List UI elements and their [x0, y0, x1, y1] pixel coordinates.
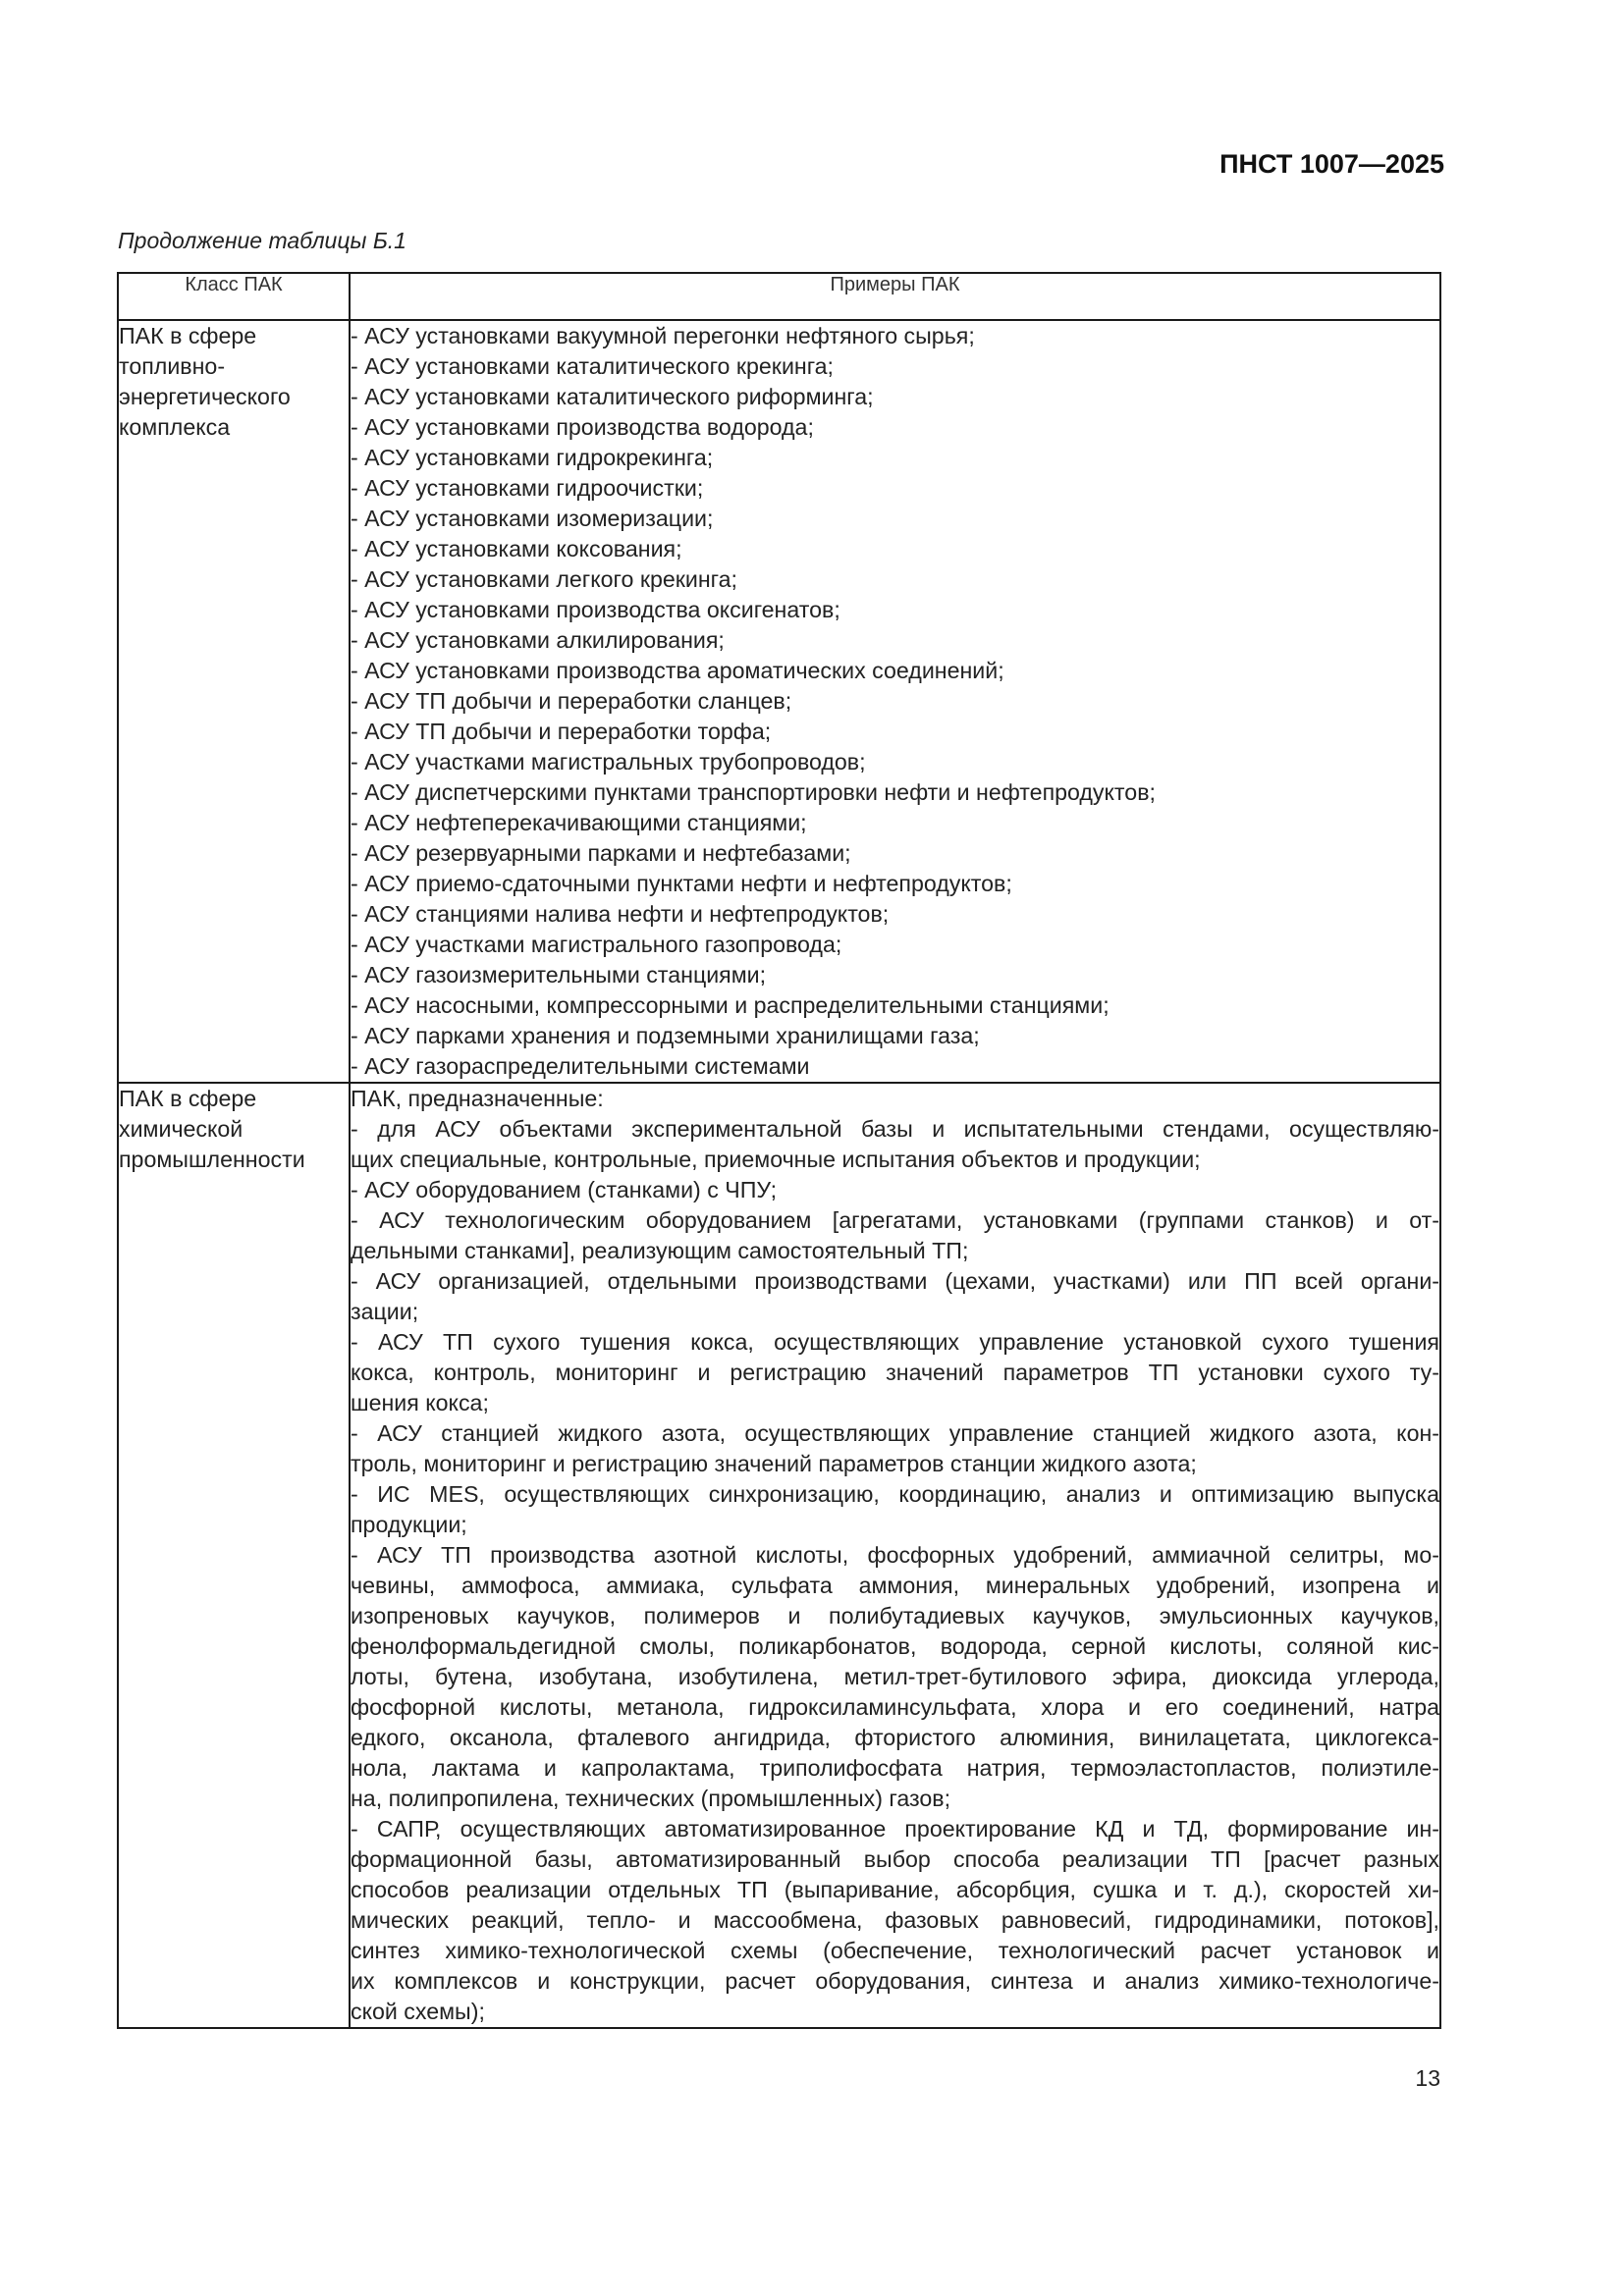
- examples-cell: [351, 321, 1439, 1084]
- example-line: - АСУ установками гидроочистки;: [351, 475, 704, 501]
- class-cell: [119, 1084, 351, 2027]
- example-line: шения кокса;: [351, 1390, 489, 1415]
- example-line: - АСУ нефтеперекачивающими станциями;: [351, 810, 807, 835]
- example-line: продукции;: [351, 1512, 467, 1537]
- example-line: их комплексов и конструкции, расчет оборудования, синтеза и анализ химико-технологиче-: [351, 1968, 1439, 1994]
- example-line: - АСУ резервуарными парками и нефтебазами;: [351, 840, 851, 866]
- example-line: - АСУ насосными, компрессорными и распределительными станциями;: [351, 992, 1110, 1018]
- example-line: - АСУ установками коксования;: [351, 536, 682, 561]
- example-line: - АСУ оборудованием (станками) с ЧПУ;: [351, 1177, 778, 1202]
- example-line: - АСУ ТП добычи и переработки сланцев;: [351, 688, 792, 714]
- class-line: химической: [119, 1116, 244, 1142]
- example-line: - АСУ ТП добычи и переработки торфа;: [351, 719, 772, 744]
- example-line: - АСУ установками каталитического риформинга;: [351, 384, 874, 409]
- example-line: - АСУ технологическим оборудованием [агрегатами, установками (группами станков) и от-: [351, 1207, 1439, 1233]
- column-header-class: Класс ПАК: [119, 274, 351, 321]
- class-line: промышленности: [119, 1147, 305, 1172]
- example-line: - АСУ установками гидрокрекинга;: [351, 445, 714, 470]
- example-line: - АСУ ТП производства азотной кислоты, фосфорных удобрений, аммиачной селитры, мо-: [351, 1542, 1439, 1568]
- example-line: - АСУ газоизмерительными станциями;: [351, 962, 767, 988]
- example-line: - АСУ установками каталитического крекинга;: [351, 353, 834, 379]
- example-line: способов реализации отдельных ТП (выпаривание, абсорбция, сушка и т. д.), скоростей хи-: [351, 1877, 1439, 1902]
- example-line: - АСУ установками алкилирования;: [351, 627, 725, 653]
- class-line: ПАК в сфере: [119, 323, 257, 348]
- table-row: [119, 321, 1439, 1084]
- table-row: [119, 1084, 1439, 2027]
- document-code: ПНСТ 1007—2025: [1219, 149, 1444, 179]
- example-line: - АСУ установками легкого крекинга;: [351, 566, 737, 592]
- example-line: - САПР, осуществляющих автоматизированное проектирование КД и ТД, формирование ин-: [351, 1816, 1439, 1842]
- example-line: чевины, аммофоса, аммиака, сульфата аммония, минеральных удобрений, изопрена и: [351, 1573, 1439, 1598]
- example-line: - АСУ организацией, отдельными производствами (цехами, участками) или ПП всей органи-: [351, 1268, 1439, 1294]
- example-line: - АСУ газораспределительными системами: [351, 1053, 810, 1079]
- example-line: - АСУ установками вакуумной перегонки нефтяного сырья;: [351, 323, 975, 348]
- class-line: энергетического: [119, 384, 291, 409]
- example-line: - АСУ установками производства водорода;: [351, 414, 814, 440]
- example-line: фосфорной кислоты, метанола, гидроксиламинсульфата, хлора и его соединений, натра: [351, 1694, 1439, 1720]
- example-line: - АСУ ТП сухого тушения кокса, осуществляющих управление установкой сухого тушения: [351, 1329, 1439, 1355]
- example-line: - АСУ станцией жидкого азота, осуществляющих управление станцией жидкого азота, кон-: [351, 1420, 1439, 1446]
- example-line: зации;: [351, 1299, 419, 1324]
- example-line: - для АСУ объектами экспериментальной базы и испытательными стендами, осуществляю-: [351, 1116, 1439, 1142]
- example-line: лоты, бутена, изобутана, изобутилена, метил-трет-бутилового эфира, диоксида углерода,: [351, 1664, 1439, 1689]
- example-line: - АСУ участками магистральных трубопроводов;: [351, 749, 866, 774]
- example-line: кокса, контроль, мониторинг и регистрацию значений параметров ТП установки сухого ту-: [351, 1360, 1439, 1385]
- example-line: - АСУ установками производства оксигенатов;: [351, 597, 840, 622]
- example-line: - АСУ диспетчерскими пунктами транспортировки нефти и нефтепродуктов;: [351, 779, 1156, 805]
- example-line: мических реакций, тепло- и массообмена, фазовых равновесий, гидродинамики, потоков],: [351, 1907, 1439, 1933]
- class-line: комплекса: [119, 414, 231, 440]
- class-cell: [119, 321, 351, 1084]
- table-caption: Продолжение таблицы Б.1: [118, 228, 406, 253]
- example-line: ской схемы);: [351, 1999, 485, 2024]
- example-line: - АСУ парками хранения и подземными хранилищами газа;: [351, 1023, 980, 1048]
- example-line: щих специальные, контрольные, приемочные испытания объектов и продукции;: [351, 1147, 1201, 1172]
- example-line: дельными станками], реализующим самостоятельный ТП;: [351, 1238, 969, 1263]
- example-line: - АСУ установками изомеризации;: [351, 506, 714, 531]
- example-line: формационной базы, автоматизированный выбор способа реализации ТП [расчет разных: [351, 1846, 1439, 1872]
- column-header-examples: Примеры ПАК: [351, 274, 1439, 321]
- example-line: едкого, оксанола, фталевого ангидрида, фтористого алюминия, винилацетата, циклогекса-: [351, 1725, 1439, 1750]
- example-line: - АСУ установками производства ароматических соединений;: [351, 658, 1004, 683]
- pak-table: [117, 272, 1441, 2029]
- page-number: 13: [1415, 2065, 1440, 2091]
- example-line: - АСУ приемо-сдаточными пунктами нефти и нефтепродуктов;: [351, 871, 1012, 896]
- example-line: - АСУ участками магистрального газопровода;: [351, 932, 842, 957]
- example-line: - ИС MES, осуществляющих синхронизацию, координацию, анализ и оптимизацию выпуска: [351, 1481, 1439, 1507]
- example-line: фенолформальдегидной смолы, поликарбонатов, водорода, серной кислоты, соляной кис-: [351, 1633, 1439, 1659]
- table-header-row: [119, 274, 1439, 321]
- class-line: ПАК в сфере: [119, 1086, 257, 1111]
- example-line: ПАК, предназначенные:: [351, 1086, 604, 1111]
- example-line: изопреновых каучуков, полимеров и полибутадиевых каучуков, эмульсионных каучуков,: [351, 1603, 1439, 1629]
- class-line: топливно-: [119, 353, 226, 379]
- example-line: - АСУ станциями налива нефти и нефтепродуктов;: [351, 901, 890, 927]
- example-line: синтез химико-технологической схемы (обеспечение, технологический расчет установок и: [351, 1938, 1439, 1963]
- example-line: троль, мониторинг и регистрацию значений параметров станции жидкого азота;: [351, 1451, 1197, 1476]
- examples-cell: [351, 1084, 1439, 2027]
- example-line: на, полипропилена, технических (промышленных) газов;: [351, 1786, 951, 1811]
- example-line: нола, лактама и капролактама, триполифосфата натрия, термоэластопластов, полиэтиле-: [351, 1755, 1439, 1781]
